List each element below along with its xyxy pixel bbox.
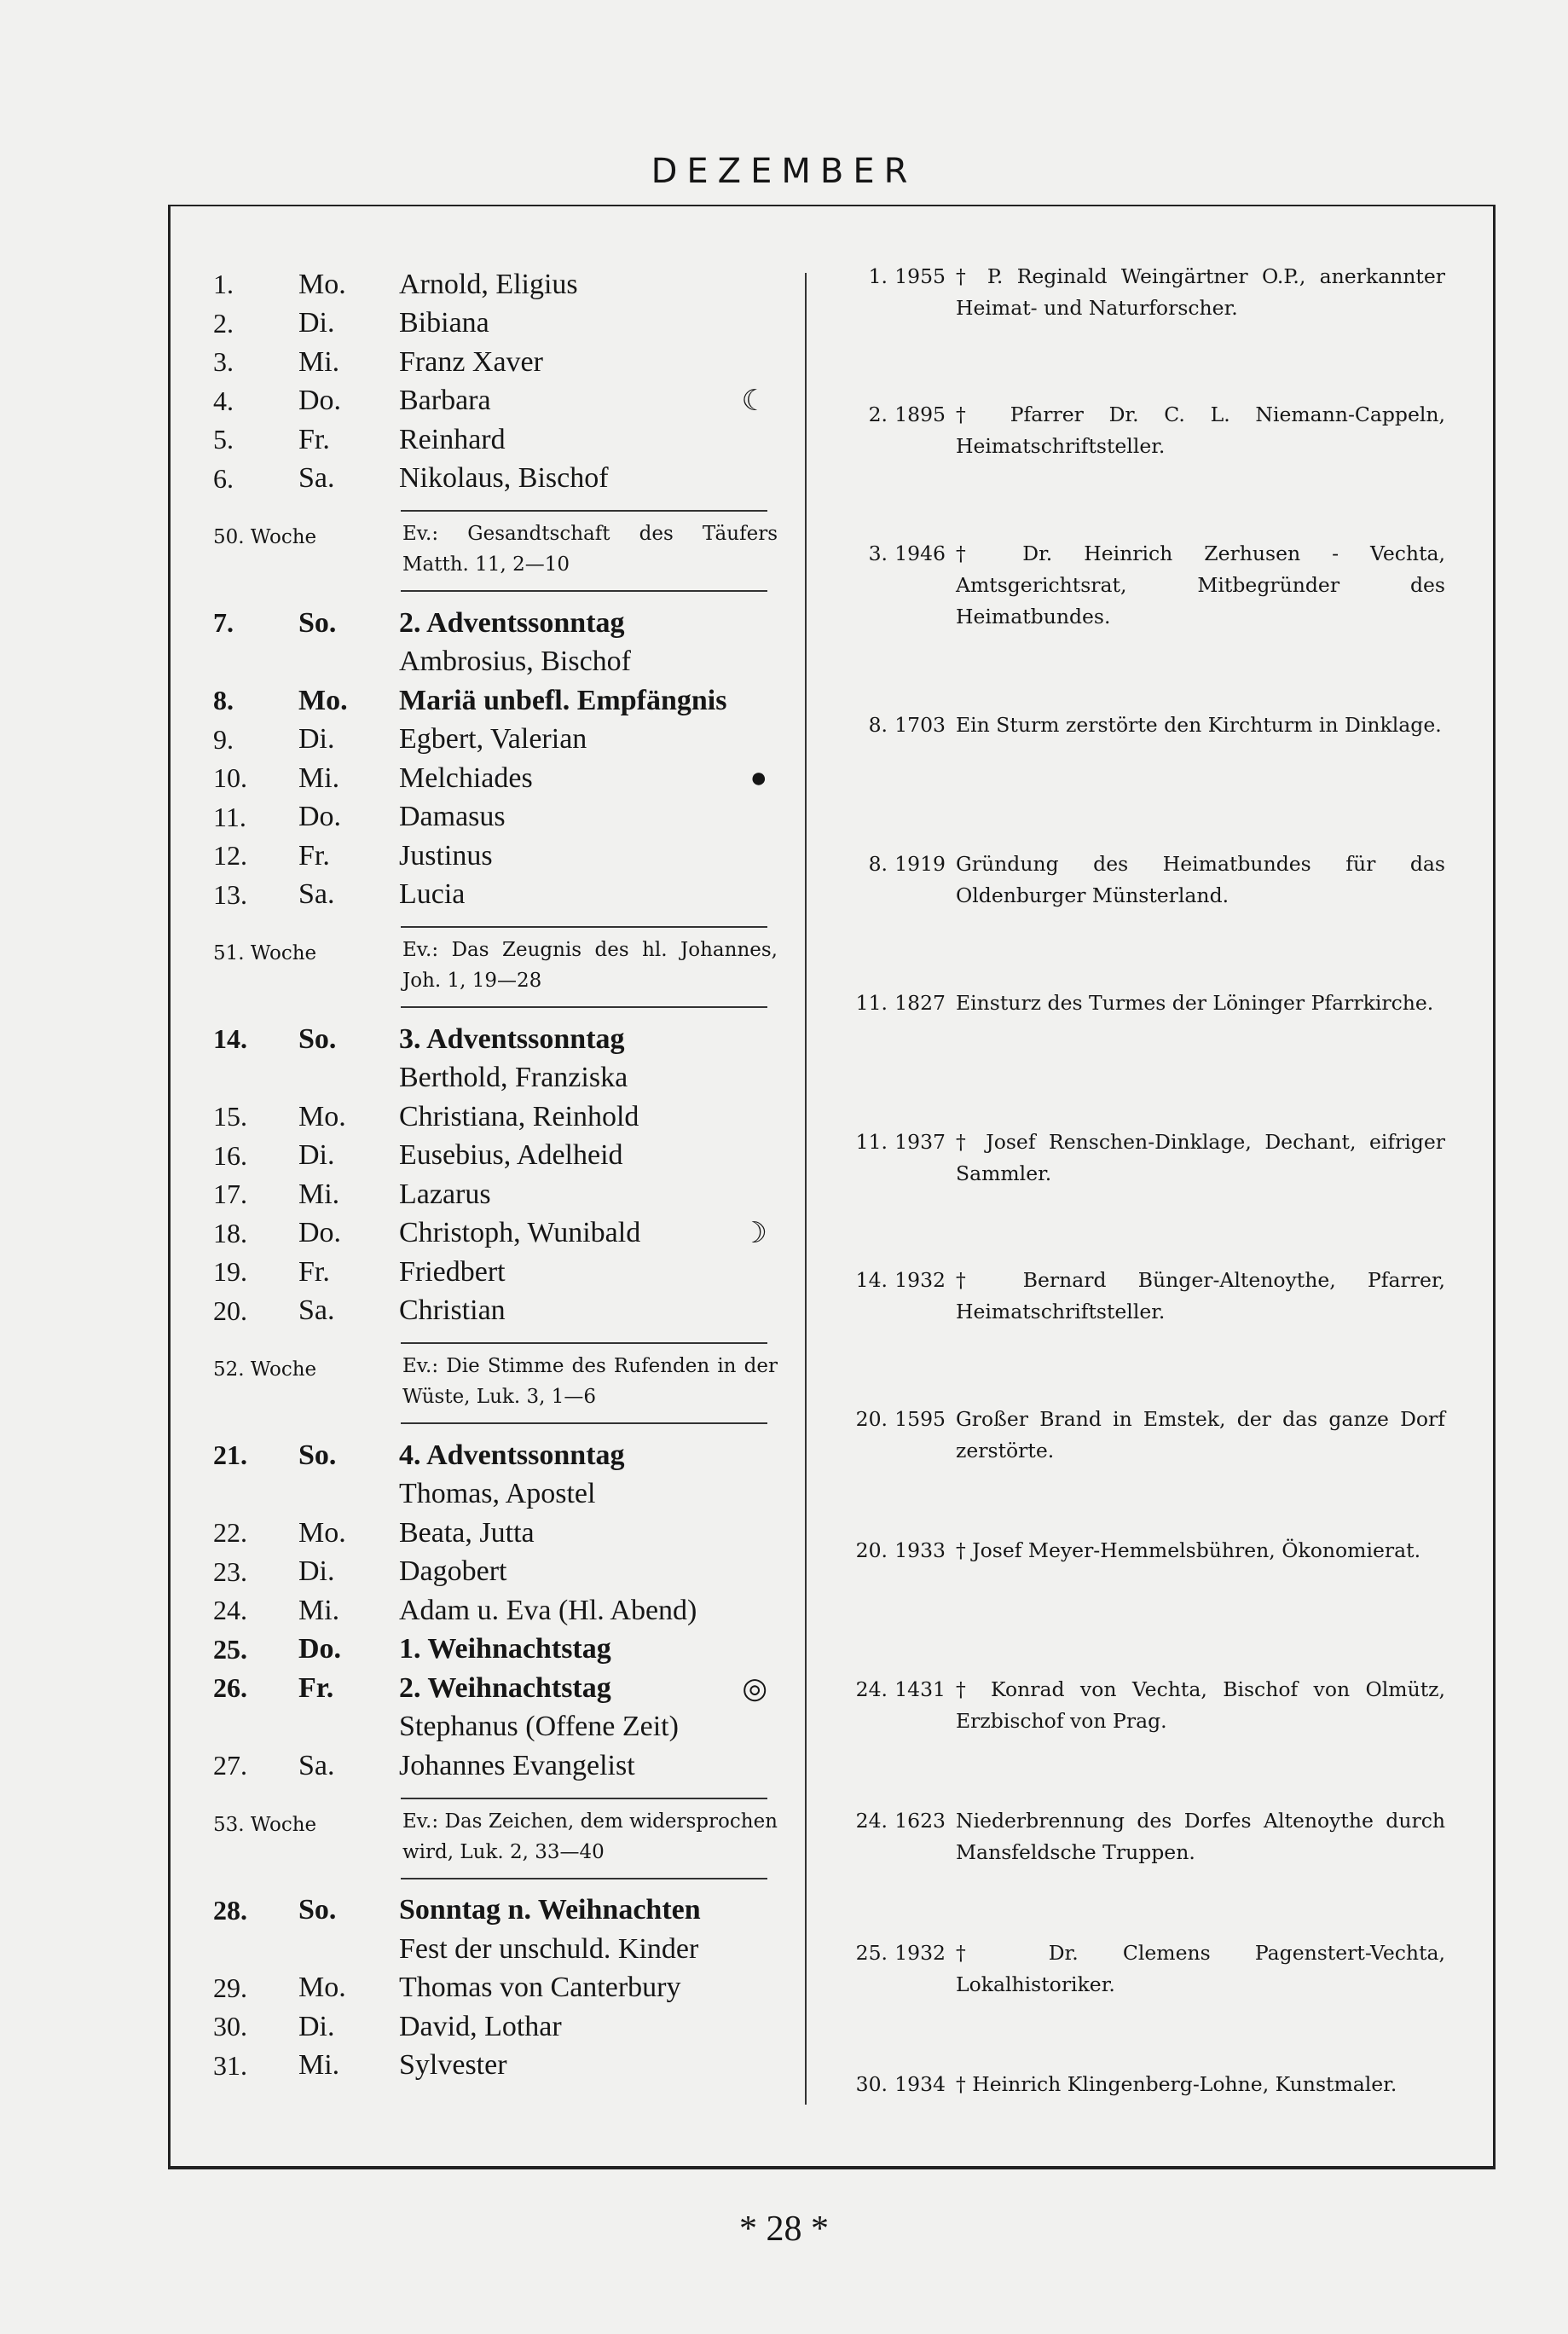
event-day: 11. xyxy=(855,991,888,1015)
history-event xyxy=(840,1126,1445,1190)
weekday: Fr. xyxy=(298,1671,334,1704)
history-event xyxy=(840,399,1445,462)
day-number: 21. xyxy=(213,1439,247,1471)
saint-name: Christiana, Reinhold xyxy=(399,1100,639,1132)
day-row xyxy=(213,798,767,837)
saint-name: Thomas, Apostel xyxy=(399,1478,596,1510)
saint-name: 2. Weihnachtstag xyxy=(399,1671,611,1704)
day-row xyxy=(213,1020,767,1059)
saint-name: 3. Adventssonntag xyxy=(399,1022,625,1055)
event-day: 8. xyxy=(868,713,888,737)
saint-name: Fest der unschuld. Kinder xyxy=(399,1932,699,1965)
week-number: 52. Woche xyxy=(213,1358,317,1381)
weekday: So. xyxy=(298,1894,337,1926)
event-year: 1934 xyxy=(894,2072,946,2096)
day-row xyxy=(213,460,767,499)
saint-name: Friedbert xyxy=(399,1255,506,1288)
saint-name: 1. Weihnachtstag xyxy=(399,1633,611,1665)
day-row xyxy=(213,1059,767,1098)
day-row xyxy=(213,1891,767,1931)
week-gospel xyxy=(213,1342,778,1424)
day-number: 30. xyxy=(213,2011,247,2042)
day-number: 4. xyxy=(213,385,234,416)
weekday: Mo. xyxy=(298,1972,346,2004)
day-number: 19. xyxy=(213,1256,247,1288)
day-row xyxy=(213,1708,767,1747)
event-text: † Josef Meyer-Hemmelsbühren, Ökonomierat. xyxy=(956,1538,1421,1562)
event-year: 1895 xyxy=(894,403,946,426)
event-year: 1703 xyxy=(894,713,946,737)
day-row xyxy=(213,837,767,876)
moon-phase-icon: ☽ xyxy=(741,1218,767,1250)
event-day: 24. xyxy=(855,1677,888,1701)
day-row xyxy=(213,643,767,682)
event-text: † Dr. Clemens Pagenstert-Vechta, Lokalhistoriker. xyxy=(956,1941,1445,1996)
saint-name: Thomas von Canterbury xyxy=(399,1972,681,2004)
weekday: Mi. xyxy=(298,1178,340,1210)
weekday: Mo. xyxy=(298,268,346,300)
saint-name: Berthold, Franziska xyxy=(399,1062,628,1094)
event-day: 8. xyxy=(868,852,888,876)
day-row xyxy=(213,1630,767,1670)
event-text: † Bernard Bünger-Altenoythe, Pfarrer, Heimatschriftsteller. xyxy=(956,1268,1445,1323)
day-number: 5. xyxy=(213,424,234,455)
event-text: † Josef Renschen-Dinklage, Dechant, eifriger Sammler. xyxy=(956,1130,1445,1185)
weekday: So. xyxy=(298,1439,337,1471)
event-year: 1933 xyxy=(894,1538,946,1562)
event-text: † Pfarrer Dr. C. L. Niemann-Cappeln, Heimatschriftsteller. xyxy=(956,403,1445,458)
event-day: 14. xyxy=(855,1268,888,1292)
saint-name: Nikolaus, Bischof xyxy=(399,462,609,495)
day-number: 28. xyxy=(213,1894,247,1926)
page-number: * 28 * xyxy=(739,2209,829,2249)
day-row xyxy=(213,1746,767,1786)
saint-name: Barbara xyxy=(399,385,491,417)
weekday: So. xyxy=(298,606,337,639)
event-year: 1827 xyxy=(894,991,946,1015)
day-row xyxy=(213,604,767,643)
history-event xyxy=(840,1535,1445,1567)
event-year: 1431 xyxy=(894,1677,946,1701)
event-day: 11. xyxy=(855,1130,888,1154)
saint-name: 2. Adventssonntag xyxy=(399,606,625,639)
day-number: 8. xyxy=(213,685,234,716)
event-text: † Heinrich Klingenberg-Lohne, Kunstmaler. xyxy=(956,2072,1397,2096)
day-number: 13. xyxy=(213,878,247,910)
day-row xyxy=(213,265,767,304)
day-row xyxy=(213,382,767,421)
day-row xyxy=(213,1137,767,1176)
day-row xyxy=(213,759,767,798)
saint-name: Christian xyxy=(399,1294,506,1327)
gospel-reading: Ev.: Das Zeichen, dem widersprochen wird, Luk. 2, 33—40 xyxy=(402,1810,778,1863)
saint-name: Reinhard xyxy=(399,423,506,455)
event-year: 1932 xyxy=(894,1268,946,1292)
history-event xyxy=(840,1805,1445,1868)
day-row xyxy=(213,681,767,721)
day-number: 10. xyxy=(213,762,247,794)
day-number: 26. xyxy=(213,1672,247,1704)
weekday: Mi. xyxy=(298,762,340,794)
history-event xyxy=(840,1404,1445,1467)
weekday: Mi. xyxy=(298,345,340,378)
weekday: Di. xyxy=(298,2010,335,2042)
weekday: Di. xyxy=(298,1139,335,1172)
weekday: Sa. xyxy=(298,878,335,911)
event-text: Einsturz des Turmes der Löninger Pfarrkirche. xyxy=(956,991,1434,1015)
history-event xyxy=(840,987,1445,1019)
day-number: 31. xyxy=(213,2049,247,2081)
weekday: Di. xyxy=(298,307,335,339)
day-number: 29. xyxy=(213,1972,247,2003)
gospel-reading: Ev.: Die Stimme des Rufenden in der Wüste, Luk. 3, 1—6 xyxy=(402,1355,778,1408)
event-text: † P. Reginald Weingärtner O.P., anerkannter Heimat- und Naturforscher. xyxy=(956,264,1445,320)
event-text: † Dr. Heinrich Zerhusen - Vechta, Amtsgerichtsrat, Mitbegründer des Heimatbundes. xyxy=(956,542,1445,628)
day-number: 15. xyxy=(213,1101,247,1132)
day-number: 9. xyxy=(213,723,234,755)
event-text: † Konrad von Vechta, Bischof von Olmütz, Erzbischof von Prag. xyxy=(956,1677,1445,1733)
event-day: 3. xyxy=(868,542,888,565)
weekday: Mo. xyxy=(298,1100,346,1132)
saint-name: Damasus xyxy=(399,801,506,833)
history-event xyxy=(840,1674,1445,1737)
day-number: 27. xyxy=(213,1750,247,1781)
day-number: 25. xyxy=(213,1633,247,1665)
day-row xyxy=(213,1292,767,1331)
event-day: 24. xyxy=(855,1809,888,1833)
weekday: Fr. xyxy=(298,839,330,872)
day-number: 6. xyxy=(213,462,234,494)
week-number: 50. Woche xyxy=(213,526,317,548)
day-number: 20. xyxy=(213,1294,247,1326)
saint-name: Beata, Jutta xyxy=(399,1516,535,1549)
saint-name: Mariä unbefl. Empfängnis xyxy=(399,684,727,716)
day-row xyxy=(213,1175,767,1214)
weekday: Sa. xyxy=(298,1749,335,1781)
day-number: 23. xyxy=(213,1555,247,1587)
history-event xyxy=(840,2069,1445,2100)
event-year: 1937 xyxy=(894,1130,946,1154)
day-row xyxy=(213,2047,767,2086)
week-gospel xyxy=(213,1798,778,1879)
weekday: So. xyxy=(298,1022,337,1055)
weekday: Do. xyxy=(298,385,342,417)
weekday: Do. xyxy=(298,801,342,833)
day-row xyxy=(213,1969,767,2008)
moon-phase-icon: ● xyxy=(749,762,767,794)
event-day: 25. xyxy=(855,1941,888,1965)
weekday: Do. xyxy=(298,1633,342,1665)
week-gospel xyxy=(213,926,778,1008)
weekday: Di. xyxy=(298,1555,335,1588)
column-divider xyxy=(805,273,807,2105)
history-event xyxy=(840,261,1445,324)
weekday: Fr. xyxy=(298,1255,330,1288)
weekday: Fr. xyxy=(298,423,330,455)
day-row xyxy=(213,876,767,915)
history-event xyxy=(840,848,1445,912)
weekday: Mi. xyxy=(298,2049,340,2082)
saint-name: Melchiades xyxy=(399,762,533,794)
day-row xyxy=(213,721,767,760)
event-text: Gründung des Heimatbundes für das Oldenburger Münsterland. xyxy=(956,852,1445,907)
day-number: 7. xyxy=(213,607,234,639)
saint-name: David, Lothar xyxy=(399,2010,562,2042)
day-row xyxy=(213,1475,767,1514)
saint-name: Bibiana xyxy=(399,307,489,339)
event-year: 1595 xyxy=(894,1407,946,1431)
saint-name: Egbert, Valerian xyxy=(399,723,587,756)
day-row xyxy=(213,1436,767,1475)
day-row xyxy=(213,1591,767,1630)
event-day: 20. xyxy=(855,1538,888,1562)
saint-name: Lazarus xyxy=(399,1178,491,1210)
day-row xyxy=(213,343,767,382)
event-year: 1932 xyxy=(894,1941,946,1965)
day-row xyxy=(213,2007,767,2047)
event-text: Niederbrennung des Dorfes Altenoythe durch Mansfeldsche Truppen. xyxy=(956,1809,1445,1864)
gospel-reading: Ev.: Das Zeugnis des hl. Johannes, Joh. 1, 19—28 xyxy=(402,939,778,992)
week-gospel xyxy=(213,510,778,592)
event-year: 1623 xyxy=(894,1809,946,1833)
event-text: Großer Brand in Emstek, der das ganze Dorf zerstörte. xyxy=(956,1407,1445,1462)
week-number: 51. Woche xyxy=(213,942,317,964)
history-event xyxy=(840,1265,1445,1328)
day-row xyxy=(213,1514,767,1553)
day-number: 1. xyxy=(213,269,234,300)
weekday: Do. xyxy=(298,1217,342,1249)
history-event xyxy=(840,538,1445,633)
day-number: 2. xyxy=(213,307,234,339)
event-year: 1919 xyxy=(894,852,946,876)
saint-name: Eusebius, Adelheid xyxy=(399,1139,623,1172)
moon-phase-icon: ☾ xyxy=(741,385,767,418)
day-number: 24. xyxy=(213,1595,247,1626)
saint-name: Lucia xyxy=(399,878,466,911)
day-list xyxy=(213,265,778,2085)
saint-name: Christoph, Wunibald xyxy=(399,1217,641,1249)
event-day: 30. xyxy=(855,2072,888,2096)
weekday: Mo. xyxy=(298,1516,346,1549)
day-row xyxy=(213,1253,767,1292)
day-row xyxy=(213,1930,767,1969)
moon-phase-icon: ◎ xyxy=(742,1672,767,1705)
weekday: Mo. xyxy=(298,684,348,716)
day-row xyxy=(213,1098,767,1137)
day-row xyxy=(213,1669,767,1708)
day-number: 11. xyxy=(213,801,246,832)
day-number: 3. xyxy=(213,346,234,378)
saint-name: Dagobert xyxy=(399,1555,507,1588)
saint-name: Franz Xaver xyxy=(399,345,543,378)
week-number: 53. Woche xyxy=(213,1813,317,1836)
weekday: Sa. xyxy=(298,462,335,495)
gospel-reading: Ev.: Gesandtschaft des Täufers Matth. 11, 2—10 xyxy=(402,523,778,576)
saint-name: Johannes Evangelist xyxy=(399,1749,635,1781)
event-day: 20. xyxy=(855,1407,888,1431)
saint-name: Stephanus (Offene Zeit) xyxy=(399,1711,679,1743)
event-year: 1955 xyxy=(894,264,946,288)
day-number: 16. xyxy=(213,1139,247,1171)
day-row xyxy=(213,420,767,460)
saint-name: Sylvester xyxy=(399,2049,507,2082)
day-number: 17. xyxy=(213,1179,247,1210)
saint-name: Sonntag n. Weihnachten xyxy=(399,1894,701,1926)
weekday: Di. xyxy=(298,723,335,756)
weekday: Sa. xyxy=(298,1294,335,1327)
day-number: 18. xyxy=(213,1217,247,1248)
saint-name: Arnold, Eligius xyxy=(399,268,578,300)
event-text: Ein Sturm zerstörte den Kirchturm in Dinklage. xyxy=(956,713,1442,737)
day-number: 22. xyxy=(213,1517,247,1549)
day-row xyxy=(213,304,767,344)
saint-name: Adam u. Eva (Hl. Abend) xyxy=(399,1594,697,1626)
day-number: 14. xyxy=(213,1023,247,1055)
event-day: 2. xyxy=(868,403,888,426)
event-day: 1. xyxy=(868,264,888,288)
day-row xyxy=(213,1553,767,1592)
saint-name: 4. Adventssonntag xyxy=(399,1439,625,1471)
day-number: 12. xyxy=(213,840,247,872)
saint-name: Ambrosius, Bischof xyxy=(399,646,631,678)
weekday: Mi. xyxy=(298,1594,340,1626)
saint-name: Justinus xyxy=(399,839,493,872)
history-event xyxy=(840,709,1445,741)
event-year: 1946 xyxy=(894,542,946,565)
history-event xyxy=(840,1937,1445,2001)
page-title: DEZEMBER xyxy=(651,152,917,191)
day-row xyxy=(213,1214,767,1254)
